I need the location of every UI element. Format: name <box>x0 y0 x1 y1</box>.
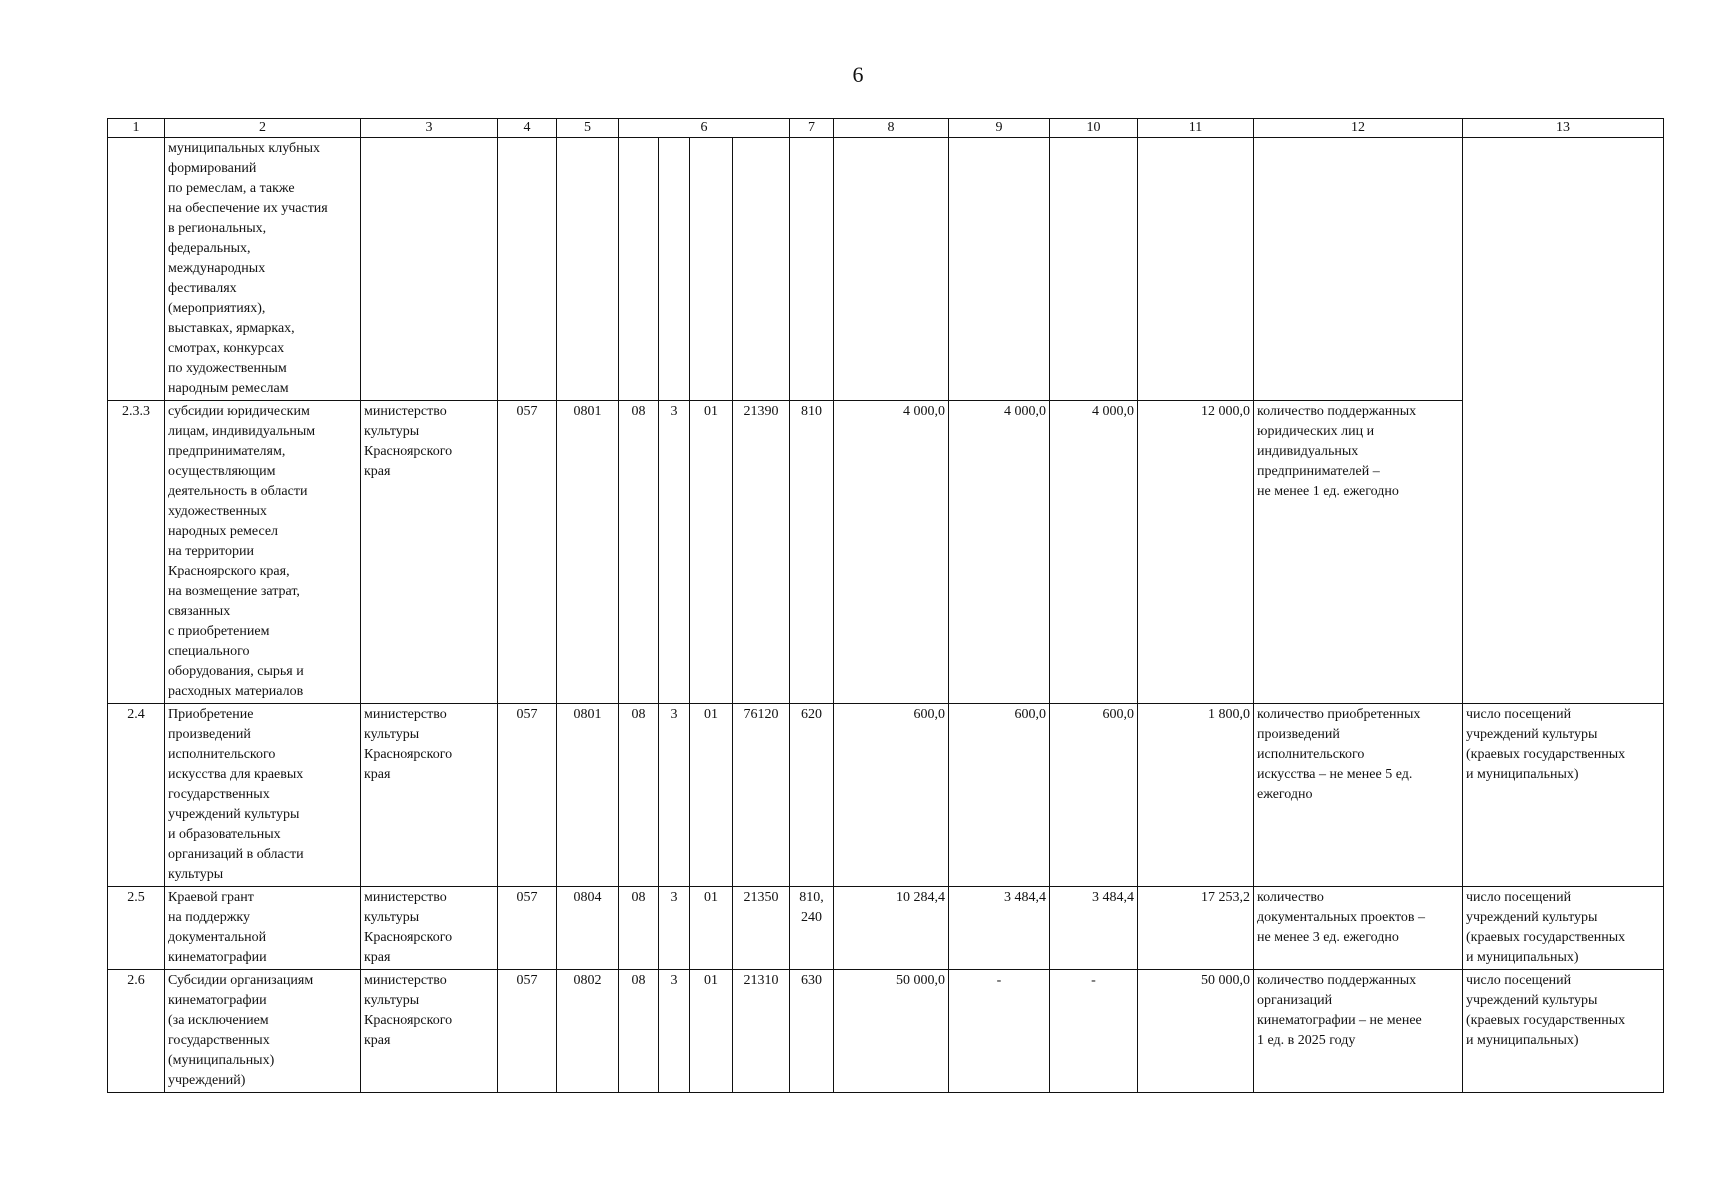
row-number: 2.5 <box>108 887 165 970</box>
amount-total: 17 253,2 <box>1138 887 1254 970</box>
section-code: 0802 <box>557 970 619 1093</box>
col-header-10: 10 <box>1050 119 1138 138</box>
indicator: число посещений учреждений культуры (краевых государственных и муниципальных) <box>1463 970 1664 1093</box>
section-code: 0804 <box>557 887 619 970</box>
csr-subprogram: 3 <box>659 887 690 970</box>
col-header-1: 1 <box>108 119 165 138</box>
page-number: 6 <box>852 62 864 87</box>
csr-program: 08 <box>619 401 659 704</box>
expense-type: 810 <box>790 401 834 704</box>
amount-total: 1 800,0 <box>1138 704 1254 887</box>
grbs-code: 057 <box>498 401 557 704</box>
csr-program: 08 <box>619 887 659 970</box>
executor: министерство культуры Красноярского края <box>361 704 498 887</box>
continued-row <box>108 138 1664 401</box>
program-table <box>107 118 1664 1093</box>
amount-year-3: 4 000,0 <box>1050 401 1138 704</box>
amount-year-2: 600,0 <box>949 704 1050 887</box>
csr-subprogram: 3 <box>659 970 690 1093</box>
amount-year-1: 4 000,0 <box>834 401 949 704</box>
activity-name: Краевой грант на поддержку документальной кинематографии <box>165 887 361 970</box>
table-row <box>108 704 1664 887</box>
amount-year-3: - <box>1050 970 1138 1093</box>
csr-program: 08 <box>619 970 659 1093</box>
csr-direction: 21350 <box>733 887 790 970</box>
section-code: 0801 <box>557 401 619 704</box>
amount-year-2: - <box>949 970 1050 1093</box>
col-header-7: 7 <box>790 119 834 138</box>
row-number: 2.4 <box>108 704 165 887</box>
csr-event: 01 <box>690 401 733 704</box>
grbs-code: 057 <box>498 887 557 970</box>
indicator <box>1463 138 1664 704</box>
grbs-code: 057 <box>498 704 557 887</box>
col-header-3: 3 <box>361 119 498 138</box>
section-code: 0801 <box>557 704 619 887</box>
col-header-4: 4 <box>498 119 557 138</box>
expected-result: количество приобретенных произведений исполнительского искусства – не менее 5 ед. ежегодно <box>1254 704 1463 887</box>
csr-subprogram: 3 <box>659 704 690 887</box>
amount-year-3: 3 484,4 <box>1050 887 1138 970</box>
grbs-code: 057 <box>498 970 557 1093</box>
amount-total: 50 000,0 <box>1138 970 1254 1093</box>
expected-result: количество поддержанных юридических лиц и индивидуальных предпринимателей – не менее 1 ед. ежегодно <box>1254 401 1463 704</box>
col-header-12: 12 <box>1254 119 1463 138</box>
col-header-2: 2 <box>165 119 361 138</box>
csr-direction: 76120 <box>733 704 790 887</box>
activity-name: субсидии юридическим лицам, индивидуальным предпринимателям, осуществляющим деятельность в области художественных народных ремесел на территории Красноярского края, на возмещение затрат, связанных с приобретением специального оборудования, сырья и расходных материалов <box>165 401 361 704</box>
csr-event: 01 <box>690 704 733 887</box>
col-header-5: 5 <box>557 119 619 138</box>
col-header-13: 13 <box>1463 119 1664 138</box>
expected-result: количество документальных проектов – не менее 3 ед. ежегодно <box>1254 887 1463 970</box>
expected-result: количество поддержанных организаций кинематографии – не менее 1 ед. в 2025 году <box>1254 970 1463 1093</box>
amount-year-1: 10 284,4 <box>834 887 949 970</box>
indicator: число посещений учреждений культуры (краевых государственных и муниципальных) <box>1463 887 1664 970</box>
amount-year-2: 3 484,4 <box>949 887 1050 970</box>
amount-year-1: 600,0 <box>834 704 949 887</box>
amount-year-1: 50 000,0 <box>834 970 949 1093</box>
activity-name: Приобретение произведений исполнительского искусства для краевых государственных учреждений культуры и образовательных организаций в области культуры <box>165 704 361 887</box>
csr-subprogram: 3 <box>659 401 690 704</box>
expense-type: 620 <box>790 704 834 887</box>
row-number: 2.3.3 <box>108 401 165 704</box>
amount-total: 12 000,0 <box>1138 401 1254 704</box>
col-header-11: 11 <box>1138 119 1254 138</box>
csr-event: 01 <box>690 970 733 1093</box>
col-header-9: 9 <box>949 119 1050 138</box>
row-number <box>108 138 165 401</box>
executor: министерство культуры Красноярского края <box>361 401 498 704</box>
activity-name: Субсидии организациям кинематографии (за исключением государственных (муниципальных) учреждений) <box>165 970 361 1093</box>
amount-year-2: 4 000,0 <box>949 401 1050 704</box>
expense-type: 810, 240 <box>790 887 834 970</box>
table-row <box>108 401 1664 704</box>
csr-event: 01 <box>690 887 733 970</box>
executor: министерство культуры Красноярского края <box>361 970 498 1093</box>
col-header-8: 8 <box>834 119 949 138</box>
indicator: число посещений учреждений культуры (краевых государственных и муниципальных) <box>1463 704 1664 887</box>
executor: министерство культуры Красноярского края <box>361 887 498 970</box>
csr-direction: 21310 <box>733 970 790 1093</box>
csr-direction: 21390 <box>733 401 790 704</box>
row-number: 2.6 <box>108 970 165 1093</box>
expense-type: 630 <box>790 970 834 1093</box>
table-row <box>108 887 1664 970</box>
table-row <box>108 970 1664 1093</box>
amount-year-3: 600,0 <box>1050 704 1138 887</box>
col-header-6: 6 <box>619 119 790 138</box>
column-number-row <box>108 119 1664 138</box>
activity-name: муниципальных клубных формирований по ремеслам, а также на обеспечение их участия в региональных, федеральных, международных фестивалях (мероприятиях), выставках, ярмарках, смотрах, конкурсах по художественным народным ремеслам <box>165 138 361 401</box>
csr-program: 08 <box>619 704 659 887</box>
